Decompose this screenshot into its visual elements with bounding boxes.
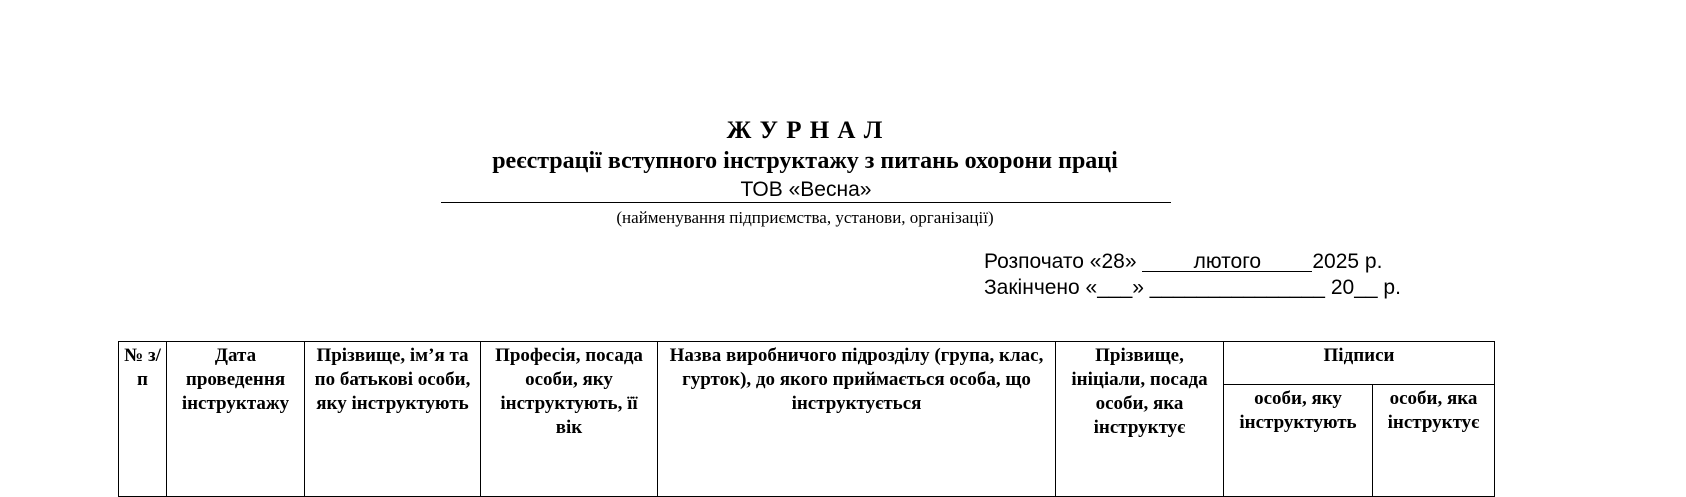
finished-suffix: 20__ р.: [1330, 276, 1401, 299]
header-number: № з/п: [119, 342, 167, 497]
header-date: Дата проведення інструктажу: [167, 342, 305, 497]
started-prefix: Розпочато «28»: [984, 250, 1137, 273]
header-signature-instructor: особи, яка інструктує: [1373, 384, 1495, 496]
header-signatures: Підписи: [1224, 342, 1495, 385]
finished-blank: _______________: [1149, 276, 1325, 299]
finished-date: [984, 276, 1401, 300]
started-month: лютого: [1142, 251, 1312, 272]
header-profession: Професія, посада особи, яку інструктують, її вік: [481, 342, 658, 497]
started-suffix: 2025 р.: [1312, 250, 1383, 273]
finished-prefix: Закінчено «___»: [984, 276, 1144, 299]
organization-name: ТОВ «Весна»: [441, 177, 1171, 203]
journal-title: Ж У Р Н А Л: [726, 117, 884, 144]
header-instructor: Прізвище, ініціали, посада особи, яка інструктує: [1056, 342, 1224, 497]
instruction-journal-table: [118, 341, 1495, 497]
header-signature-instructed: особи, яку інструктують: [1224, 384, 1373, 496]
started-date: [984, 250, 1382, 274]
header-name: Прізвище, ім’я та по батькові особи, яку інструктують: [305, 342, 481, 497]
header-unit: Назва виробничого підрозділу (група, клас, гурток), до якого приймається особа, що інструктується: [658, 342, 1056, 497]
journal-subtitle: реєстрації вступного інструктажу з питань охорони праці: [492, 148, 1118, 174]
organization-caption: (найменування підприємства, установи, організації): [616, 208, 994, 227]
